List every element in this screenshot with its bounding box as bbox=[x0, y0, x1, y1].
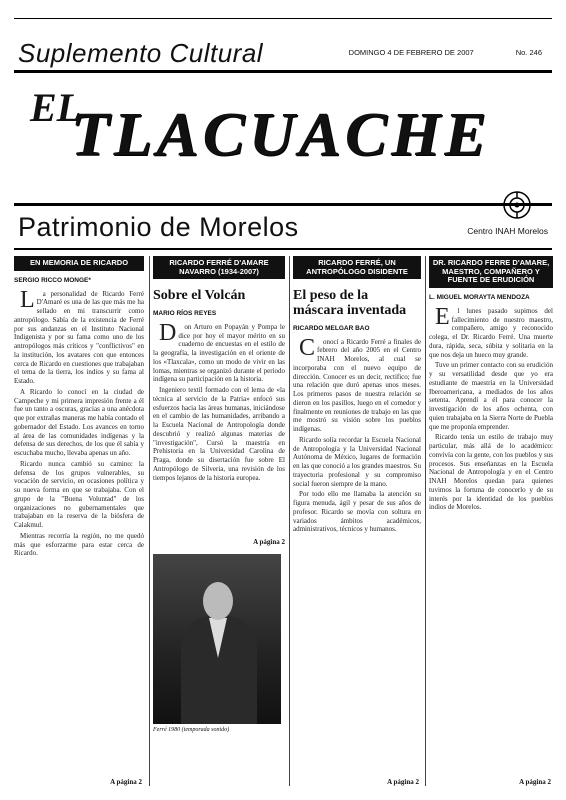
article-body bbox=[293, 334, 421, 535]
column-divider bbox=[425, 256, 426, 786]
date-bar bbox=[349, 48, 542, 57]
column-divider bbox=[149, 256, 150, 786]
section-title: Patrimonio de Morelos bbox=[18, 212, 299, 242]
article-column-3 bbox=[293, 256, 421, 786]
article-body bbox=[14, 286, 144, 559]
article-body bbox=[153, 323, 285, 538]
page-link[interactable]: A página 2 bbox=[110, 778, 142, 786]
issue-date: DOMINGO 4 DE FEBRERO DE 2007 bbox=[348, 48, 474, 57]
paragraph: Don Arturo en Popayán y Pompa le dice por hoy el mayor mérito en su cuaderno de encuestas en el estilo de la geografía, la investigación en el oriente de los «Tlaxcala», como un modo de vivir en las lomas, mientras se organizó durante el periodo indígena su participación en la historia. bbox=[153, 322, 285, 384]
page-link[interactable]: A página 2 bbox=[519, 778, 551, 786]
centro-label: Centro INAH Morelos bbox=[467, 226, 548, 236]
paragraph: Por todo ello me llamaba la atención su figura menuda, ágil y pesar de sus años de profesor. Ricardo se movía con soltura en variados ámbitos académicos, administrativos, técnicos y humanos. bbox=[293, 490, 421, 534]
portrait-photo bbox=[153, 554, 281, 724]
issue-number: No. 246 bbox=[515, 48, 542, 57]
masthead-rule bbox=[14, 70, 552, 73]
article-header: RICARDO FERRÉ D'AMARE NAVARRO (1934-2007) bbox=[153, 256, 285, 279]
supplement-title: Suplemento Cultural bbox=[18, 38, 264, 68]
paragraph: Mientras recorría la región, no me quedó más que esforzarme para estar cerca de Ricardo. bbox=[14, 531, 144, 558]
top-rule bbox=[14, 18, 552, 19]
article-column-1 bbox=[14, 256, 144, 786]
page-link[interactable]: A página 2 bbox=[387, 778, 419, 786]
article-header: EN MEMORIA DE RICARDO bbox=[14, 256, 144, 271]
title-word: TLACUACHE bbox=[70, 101, 491, 169]
article-headline: Sobre el Volcán bbox=[153, 288, 246, 304]
article-body bbox=[429, 303, 553, 512]
article-headline: El peso de la máscara inventada bbox=[293, 288, 407, 318]
photo-caption: Ferré 1980 (temporada sonido) bbox=[153, 726, 230, 733]
paragraph: El lunes pasado supimos del fallecimiento de nuestro maestro, compañero, amigo y reconocido colega, el Dr. Ricardo Ferré. Una muerte dura, rápida, seca, súbita y solitaria en la que nos deja un hueco muy grande. bbox=[429, 303, 553, 359]
paragraph: Ricardo tenía un estilo de trabajo muy particular, más allá de lo académico: convivía con la gente, con los pueblos y sus procesos. Sus enseñanzas en la Escuela Nacional de Antropología y en el Centro INAH Morelos quedan para quienes tuvimos la fortuna de conocerlo y de su interés por la identidad de los pueblos indios de Morelos. bbox=[429, 433, 553, 512]
title-article: EL bbox=[30, 85, 82, 130]
article-author: MARIO RÍOS REYES bbox=[153, 309, 217, 317]
article-author: SERGIO RICCO MONGE* bbox=[14, 276, 91, 284]
paragraph: Ingeniero textil formado con el lema de «la técnica al servicio de la Patria» enfocó sus esfuerzos hacia las áreas humanas, iniciándose en el cambio de las humanidades, arribando a la Escuela Nacional de Antropología donde descubrió y realizó algunas materias de "investigación", Cursó la maestría en Prehistoria en la Universidad Carolina de Praga, donde su disertación fue sobre El Antropólogo de Silveria, una revisión de los tiempos lejanos de la historia europea. bbox=[153, 386, 285, 482]
page-link[interactable]: A página 2 bbox=[253, 537, 285, 546]
paragraph: Tuve un primer contacto con su erudición y su versatilidad desde que yo era estudiante de maestría en la Universidad Iberoamericana, a mediados de los años setenta. Aprendí a él para conocer la investigación de los años ochenta, con quien trabajaba en la Sierra Norte de Puebla que me proponía emprender. bbox=[429, 361, 553, 431]
paragraph: Conocí a Ricardo Ferré a finales de febrero del año 2005 en el Centro INAH Morelos, al cual se incorporaba con el nuevo equipo de dirección. Conocer es un decir, rectifico; fue una relación que duró apenas unos meses. Los primeros pasos de nuestra relación se dieron en los pasillos, luego en el comedor y finalmente en reuniones de trabajo en las que me mostró su visión sobre los pueblos indígenas. bbox=[293, 334, 421, 434]
article-author: L. MIGUEL MORAYTA MENDOZA bbox=[429, 293, 530, 301]
article-author: RICARDO MELGAR BAO bbox=[293, 324, 370, 332]
column-divider bbox=[289, 256, 290, 786]
paragraph: A Ricardo lo conocí en la ciudad de Campeche y mi primera impresión frente a él fue un tanto a oscuras, gracias a una anécdota que por extrañas maneras me había contado el gobernador del Estado. Los avances en torno al área de las comunidades indígenas y la defensa de sus derechos, de los que él sabía y escuchaba mucho, llevaba apenas un año. bbox=[14, 387, 144, 458]
masthead bbox=[0, 0, 566, 250]
paragraph: Ricardo nunca cambió su camino: la defensa de los grupos vulnerables, su vocación de servicio, en ocasiones política y su nueva forma en que se trabajaba. Con el grupo de la "Buena Voluntad" de los organizaciones no gubernamentales que trabajaban en la reserva de la biósfera de Calakmul. bbox=[14, 459, 144, 530]
paragraph: Ricardo solía recordar la Escuela Nacional de Antropología y la Universidad Nacional Autónoma de México, lugares de formación en las que conoció a los grandes maestros. Su trayectoria profesional y su compromiso social fueron siempre de la mano. bbox=[293, 435, 421, 488]
bottom-rule bbox=[14, 248, 552, 250]
article-header: RICARDO FERRÉ, UN ANTROPÓLOGO DISIDENTE bbox=[293, 256, 421, 279]
article-header: DR. RICARDO FERRE D'AMARE, MAESTRO, COMPAÑERO Y FUENTE DE ERUDICIÓN bbox=[429, 256, 553, 288]
paragraph: La personalidad de Ricardo Ferré D'Amaré es una de las que más me ha sellado en mi transcurrir como antropólogo. Sabía de la existencia de Ferré por sus andanzas en el Instituto Nacional Indigenista y por su fama como uno de los antropólogos más críticos y "conflictivos" en la institución, los avatares con que entonces cerca de Ricardo en cuestiones que trabajaban el tema de la tierra, los indios y su fama al Estado. bbox=[14, 286, 144, 386]
newspaper-title bbox=[30, 82, 540, 192]
article-column-4 bbox=[429, 256, 553, 786]
article-column-2 bbox=[153, 256, 285, 786]
inah-logo-icon bbox=[502, 190, 532, 220]
section-rule bbox=[14, 203, 552, 206]
